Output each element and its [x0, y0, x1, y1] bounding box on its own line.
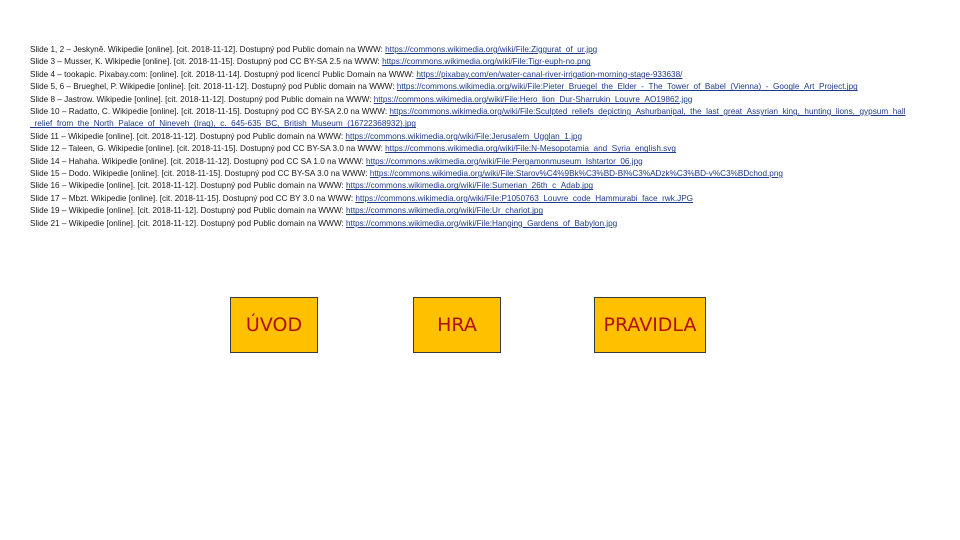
citation-item: Slide 8 – Jastrow. Wikipedie [online]. [cit. 2018-11-12]. Dostupný pod Public domain na WWW: https://commons.wikimedia.org/wiki/File:Hero_lion_Dur-Sharrukin_Louvre_AO19862.jpg: [30, 94, 693, 104]
citation-item: Slide 3 – Musser, K. Wikipedie [online]. [cit. 2018-11-15]. Dostupný pod CC BY-SA 2.5 na WWW: https://commons.wikimedia.org/wiki/File:Tigr-euph-no.png: [30, 57, 591, 67]
citation-item: Slide 19 – Wikipedie [online]. [cit. 2018-11-12]. Dostupný pod Public domain na WWW: https://commons.wikimedia.org/wiki/File:Ur_chariot.jpg: [30, 206, 544, 216]
citation-item: Slide 4 – tookapic. Pixabay.com: [online]. [cit. 2018-11-14]. Dostupný pod licencí Public Domain na WWW: https://pixabay.com/en/water-canal-river-irrigation-morning-stage-933638/: [30, 69, 683, 79]
citation-link[interactable]: https://commons.wikimedia.org/wiki/File:N-Mesopotamia_and_Syria_english.svg: [385, 144, 676, 154]
citation-item: Slide 15 – Dodo. Wikipedie [online]. [cit. 2018-11-15]. Dostupný pod CC BY-SA 3.0 na WWW: https://commons.wikimedia.org/wiki/File:Starov%C4%9Bk%C3%BD-Bl%C3%ADzk%C3%BD-v%C3%BDchod.png: [30, 169, 783, 179]
citation-item: Slide 21 – Wikipedie [online]. [cit. 2018-11-12]. Dostupný pod Public domain na WWW: https://commons.wikimedia.org/wiki/File:Hanging_Gardens_of_Babylon.jpg: [30, 218, 618, 228]
citation-link[interactable]: https://commons.wikimedia.org/wiki/File:Hero_lion_Dur-Sharrukin_Louvre_AO19862.jpg: [373, 94, 693, 104]
citation-item: Slide 14 – Hahaha. Wikipedie [online]. [cit. 2018-11-12]. Dostupný pod CC SA 1.0 na WWW: https://commons.wikimedia.org/wiki/File:Pergamonmuseum_Ishtartor_06.jpg: [30, 156, 643, 166]
citation-list: [30, 44, 910, 230]
citation-item: Slide 5, 6 – Brueghel, P. Wikipedie [online]. [cit. 2018-11-12]. Dostupný pod Public domain na WWW: https://commons.wikimedia.org/wiki/File:Pieter_Bruegel_the_Elder_-_The_Tower_of_Babel_(Vienna)_-_Google_Art_Project.jpg: [30, 82, 858, 92]
citation-item: Slide 11 – Wikipedie [online]. [cit. 2018-11-12]. Dostupný pod Public domain na WWW: https://commons.wikimedia.org/wiki/File:Jerusalem_Ugglan_1.jpg: [30, 131, 583, 141]
citation-item: Slide 10 – Radatto, C. Wikipedie [online]. [cit. 2018-11-15]. Dostupný pod CC BY-SA 2.0 na WWW: https://commons.wikimedia.org/wiki/File:Sculpted_reliefs_depicting_Ashurbanipal,_the_last_great_Assyrian_king,_hunting_lions,_gypsum_hall_relief_from_the_North_Palace_of_Nineveh_(Iraq),_c._645-635_BC,_British_Museum_(16722368932).jpg: [30, 107, 906, 129]
citation-item: Slide 17 – Mbzt. Wikipedie [online]. [cit. 2018-11-15]. Dostupný pod CC BY 3.0 na WWW: https://commons.wikimedia.org/wiki/File:P1050763_Louvre_code_Hammurabi_face_rwk.JPG: [30, 193, 694, 203]
citation-item: Slide 1, 2 – Jeskyně. Wikipedie [online]. [cit. 2018-11-12]. Dostupný pod Public domain na WWW: https://commons.wikimedia.org/wiki/File:Ziggurat_of_ur.jpg: [30, 45, 598, 54]
citation-link[interactable]: https://commons.wikimedia.org/wiki/File:Starov%C4%9Bk%C3%BD-Bl%C3%ADzk%C3%BD-v%C3%BDchod.png: [369, 169, 783, 179]
citation-link[interactable]: https://commons.wikimedia.org/wiki/File:Hanging_Gardens_of_Babylon.jpg: [346, 218, 618, 228]
citation-link[interactable]: https://pixabay.com/en/water-canal-river-irrigation-morning-stage-933638/: [416, 69, 683, 79]
citation-link[interactable]: https://commons.wikimedia.org/wiki/File:Pergamonmuseum_Ishtartor_06.jpg: [366, 156, 643, 166]
citation-item: Slide 16 – Wikipedie [online]. [cit. 2018-11-12]. Dostupný pod Public domain na WWW: https://commons.wikimedia.org/wiki/File:Sumerian_26th_c_Adab.jpg: [30, 181, 594, 191]
pravidla-button[interactable]: PRAVIDLA: [594, 297, 706, 353]
citation-link[interactable]: https://commons.wikimedia.org/wiki/File:Pieter_Bruegel_the_Elder_-_The_Tower_of_Babel_(Vienna)_-_Google_Art_Project.jpg: [396, 82, 858, 92]
citation-link[interactable]: https://commons.wikimedia.org/wiki/File:Jerusalem_Ugglan_1.jpg: [345, 131, 583, 141]
citation-link[interactable]: https://commons.wikimedia.org/wiki/File:Ziggurat_of_ur.jpg: [385, 45, 598, 54]
citation-link[interactable]: https://commons.wikimedia.org/wiki/File:Sculpted_reliefs_depicting_Ashurbanipal,_the_last_great_Assyrian_king,_hunting_lions,_gypsum_hall_relief_from_the_North_Palace_of_Nineveh_(Iraq),_c._645-635_BC,_British_Museum_(16722368932).jpg: [30, 107, 906, 129]
citation-link[interactable]: https://commons.wikimedia.org/wiki/File:Tigr-euph-no.png: [382, 57, 591, 67]
hra-button[interactable]: HRA: [413, 297, 501, 353]
citation-link[interactable]: https://commons.wikimedia.org/wiki/File:P1050763_Louvre_code_Hammurabi_face_rwk.JPG: [355, 193, 694, 203]
citation-item: Slide 12 – Taleen, G. Wikipedie [online]. [cit. 2018-11-15]. Dostupný pod CC BY-SA 3.0 na WWW: https://commons.wikimedia.org/wiki/File:N-Mesopotamia_and_Syria_english.svg: [30, 144, 676, 154]
uvod-button[interactable]: ÚVOD: [230, 297, 318, 353]
citation-link[interactable]: https://commons.wikimedia.org/wiki/File:Ur_chariot.jpg: [346, 206, 544, 216]
citation-link[interactable]: https://commons.wikimedia.org/wiki/File:Sumerian_26th_c_Adab.jpg: [346, 181, 594, 191]
